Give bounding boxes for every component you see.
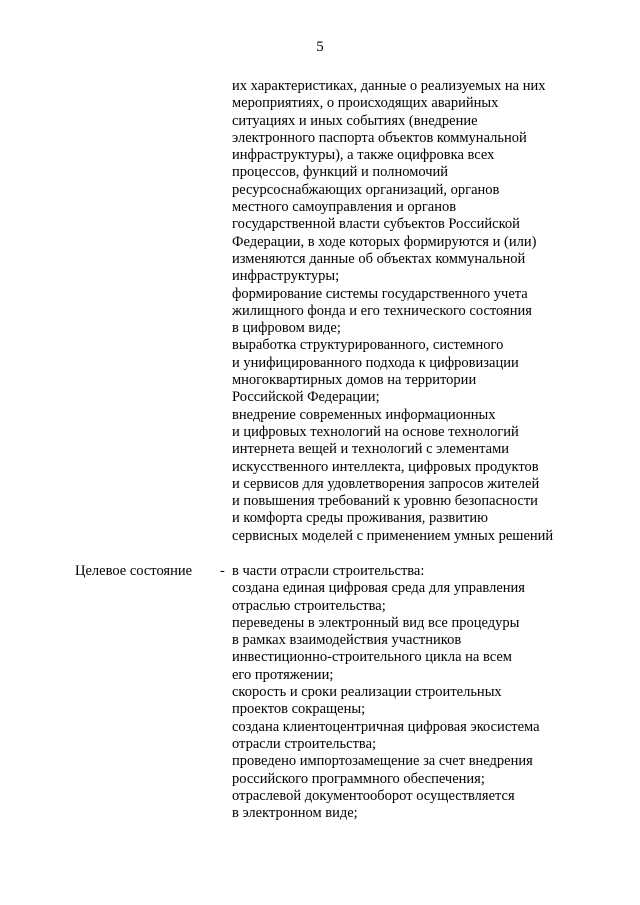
text-line: в рамках взаимодействия участников — [232, 632, 462, 649]
text-line: и цифровых технологий на основе технологий — [232, 423, 519, 440]
text-line: отрасли строительства; — [232, 735, 377, 752]
text-line: создана клиентоцентричная цифровая экосистема — [232, 718, 540, 735]
text-line: искусственного интеллекта, цифровых продуктов — [232, 458, 539, 475]
text-line: местного самоуправления и органов — [232, 199, 457, 216]
text-line: скорость и сроки реализации строительных — [232, 684, 502, 701]
text-line: его протяжении; — [232, 666, 334, 683]
text-line: в электронном виде; — [232, 805, 358, 822]
text-line: формирование системы государственного учета — [232, 285, 528, 302]
text-line: ресурсоснабжающих организаций, органов — [232, 181, 500, 198]
text-line: выработка структурированного, системного — [232, 337, 504, 354]
text-line: процессов, функций и полномочий — [232, 164, 449, 181]
text-line: Российской Федерации; — [232, 389, 380, 406]
text-line: в цифровом виде; — [232, 320, 341, 337]
text-line: мероприятиях, о происходящих аварийных — [232, 95, 499, 112]
target-state-dash: - — [220, 563, 225, 579]
text-line: электронного паспорта объектов коммунальной — [232, 129, 527, 146]
text-line: инфраструктуры; — [232, 268, 340, 285]
text-line: изменяются данные об объектах коммунальной — [232, 250, 526, 267]
text-line: и сервисов для удовлетворения запросов жителей — [232, 475, 540, 492]
text-line: российского программного обеспечения; — [232, 770, 485, 787]
text-line: создана единая цифровая среда для управления — [232, 580, 525, 597]
text-line: проведено импортозамещение за счет внедрения — [232, 753, 533, 770]
target-state-label: Целевое состояние — [75, 563, 193, 579]
text-line: в части отрасли строительства: — [232, 563, 425, 579]
text-line: внедрение современных информационных — [232, 406, 496, 423]
text-line: и комфорта среды проживания, развитию — [232, 510, 488, 527]
text-line: Федерации, в ходе которых формируются и (или) — [232, 233, 537, 250]
text-line: государственной власти субъектов Российской — [232, 216, 520, 233]
text-line: отраслью строительства; — [232, 597, 386, 614]
text-line: ситуациях и иных событиях (внедрение — [232, 112, 478, 129]
text-line: и унифицированного подхода к цифровизации — [232, 354, 519, 371]
text-line: отраслевой документооборот осуществляется — [232, 787, 515, 804]
text-line: сервисных моделей с применением умных решений — [232, 527, 554, 544]
text-line: проектов сокращены; — [232, 701, 366, 718]
page-number: 5 — [316, 39, 324, 55]
text-line: инфраструктуры), а также оцифровка всех — [232, 147, 495, 164]
target-state-text — [232, 563, 632, 822]
text-line: инвестиционно-строительного цикла на всем — [232, 649, 512, 666]
text-line: переведены в электронный вид все процедуры — [232, 614, 520, 631]
text-line: их характеристиках, данные о реализуемых на них — [232, 78, 546, 94]
text-line: жилищного фонда и его технического состояния — [232, 302, 532, 319]
continuation-text — [232, 78, 632, 545]
text-line: и повышения требований к уровню безопасности — [232, 493, 538, 510]
text-line: интернета вещей и технологий с элементами — [232, 441, 510, 458]
text-line: многоквартирных домов на территории — [232, 372, 477, 389]
